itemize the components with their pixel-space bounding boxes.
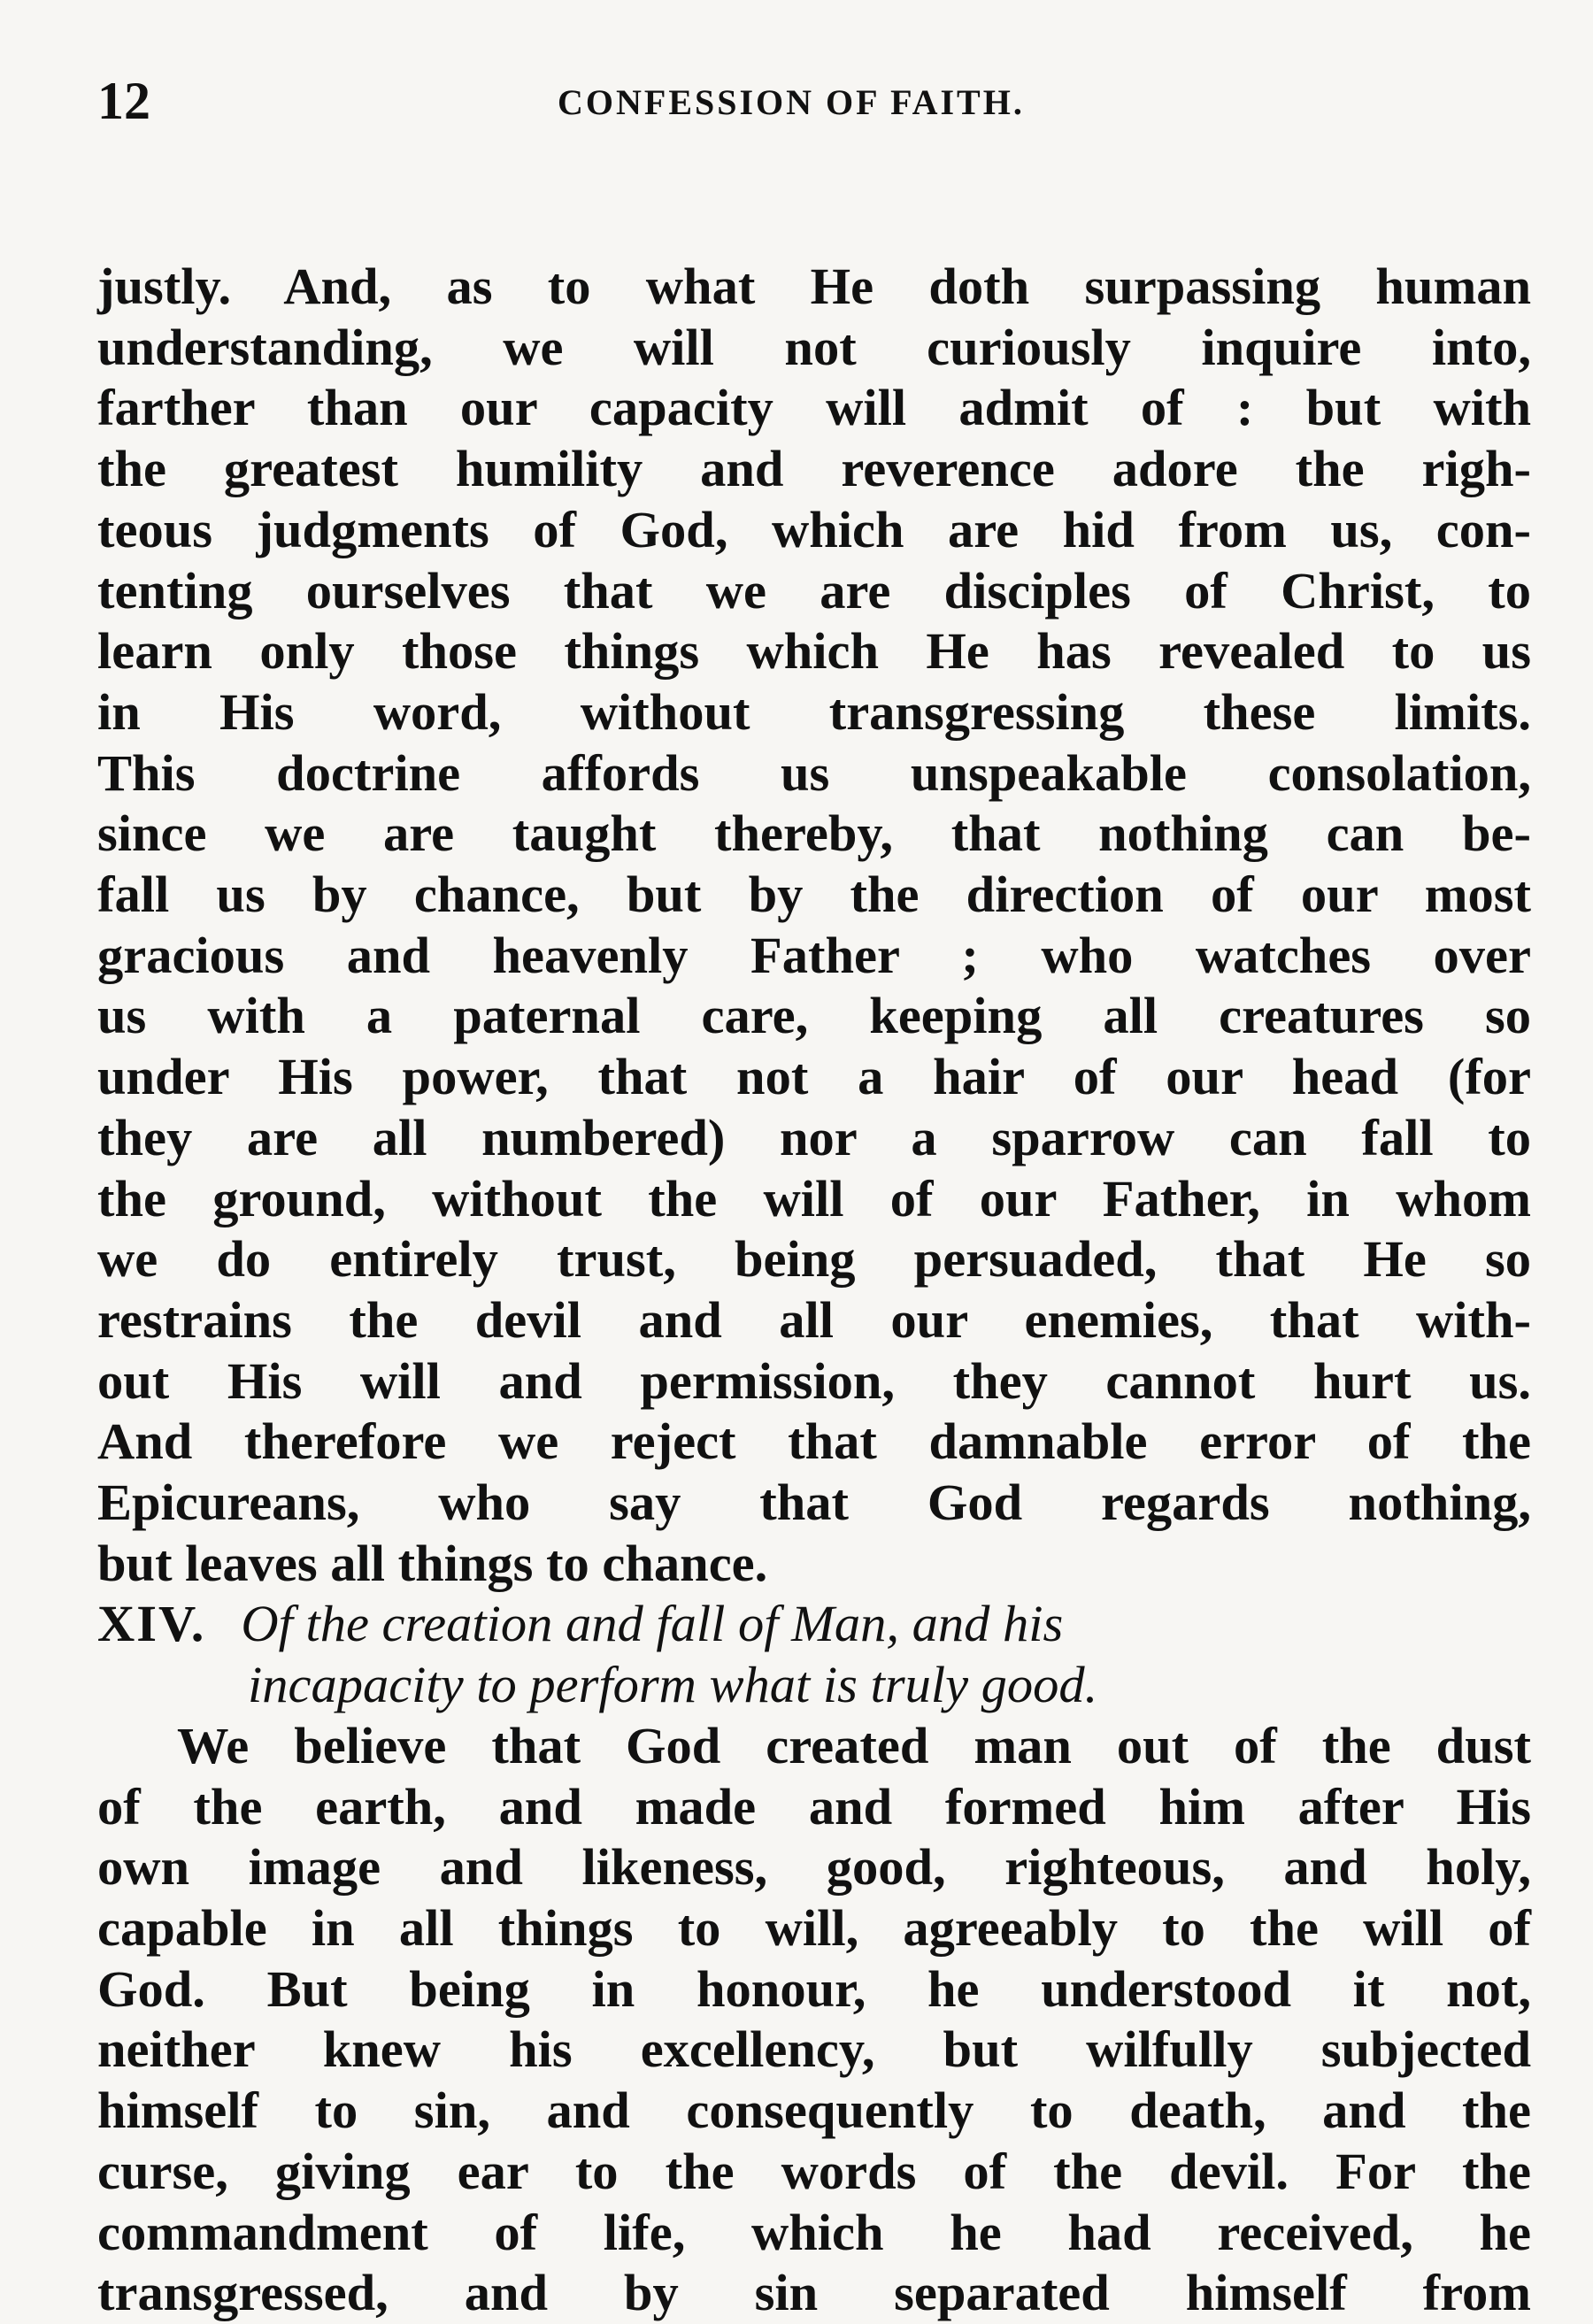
text-line: Epicureans, who say that God regards nothing, bbox=[97, 1474, 1531, 1532]
text-line: since we are taught thereby, that nothing can be- bbox=[97, 804, 1531, 863]
section-number: XIV. bbox=[97, 1595, 206, 1653]
text-line: himself to sin, and consequently to death, and the bbox=[97, 2082, 1531, 2140]
section-heading bbox=[97, 1594, 1531, 1715]
text-line: fall us by chance, but by the direction of our most bbox=[97, 866, 1531, 924]
text-line: they are all numbered) nor a sparrow can fall to bbox=[97, 1108, 1531, 1166]
text-line: farther than our capacity will admit of : but with bbox=[97, 379, 1531, 437]
text-line: God. But being in honour, he understood it not, bbox=[97, 1959, 1531, 2018]
text-line: own image and likeness, good, righteous, and holy, bbox=[97, 1838, 1531, 1897]
section-title-line-1: Of the creation and fall of Man, and his bbox=[241, 1595, 1064, 1653]
section-title-line-2: incapacity to perform what is truly good. bbox=[248, 1656, 1098, 1714]
text-line: but leaves all things to chance. bbox=[97, 1534, 768, 1592]
text-line: capable in all things to will, agreeably to the will of bbox=[97, 1898, 1531, 1957]
text-line: transgressed, and by sin separated himself from bbox=[97, 2264, 1531, 2322]
text-line: we do entirely trust, being persuaded, that He so bbox=[97, 1230, 1531, 1289]
text-line: tenting ourselves that we are disciples of Christ, to bbox=[97, 561, 1531, 619]
text-line: teous judgments of God, which are hid from us, con- bbox=[97, 500, 1531, 558]
text-line: understanding, we will not curiously inquire into, bbox=[97, 318, 1531, 376]
text-line: in His word, without transgressing these limits. bbox=[97, 682, 1531, 741]
body-text bbox=[97, 257, 1531, 2324]
running-head: CONFESSION OF FAITH. bbox=[558, 82, 1025, 122]
text-line: learn only those things which He has revealed to us bbox=[97, 622, 1531, 681]
text-line: justly. And, as to what He doth surpassing human bbox=[97, 258, 1531, 315]
paragraph-2 bbox=[97, 1716, 1531, 2324]
text-line: of the earth, and made and formed him after His bbox=[97, 1777, 1531, 1835]
paragraph-1 bbox=[97, 257, 1531, 1594]
text-line: neither knew his excellency, but wilfully subjected bbox=[97, 2020, 1531, 2079]
text-line: gracious and heavenly Father ; who watches over bbox=[97, 926, 1531, 984]
text-line: restrains the devil and all our enemies, that with- bbox=[97, 1290, 1531, 1349]
text-line: We believe that God created man out of the dust bbox=[177, 1716, 1531, 1774]
page-header bbox=[97, 71, 1531, 142]
text-line: curse, giving ear to the words of the devil. For the bbox=[97, 2142, 1531, 2200]
text-line: And therefore we reject that damnable error of the bbox=[97, 1412, 1531, 1471]
text-line: the greatest humility and reverence adore the righ- bbox=[97, 440, 1531, 498]
text-line: us with a paternal care, keeping all creatures so bbox=[97, 987, 1531, 1045]
text-line: under His power, that not a hair of our head (for bbox=[97, 1048, 1531, 1106]
text-line: This doctrine affords us unspeakable consolation, bbox=[97, 743, 1531, 802]
page-number: 12 bbox=[97, 72, 150, 130]
text-line: commandment of life, which he had received, he bbox=[97, 2203, 1531, 2261]
text-line: the ground, without the will of our Father, in whom bbox=[97, 1169, 1531, 1227]
text-line: out His will and permission, they cannot hurt us. bbox=[97, 1351, 1531, 1410]
